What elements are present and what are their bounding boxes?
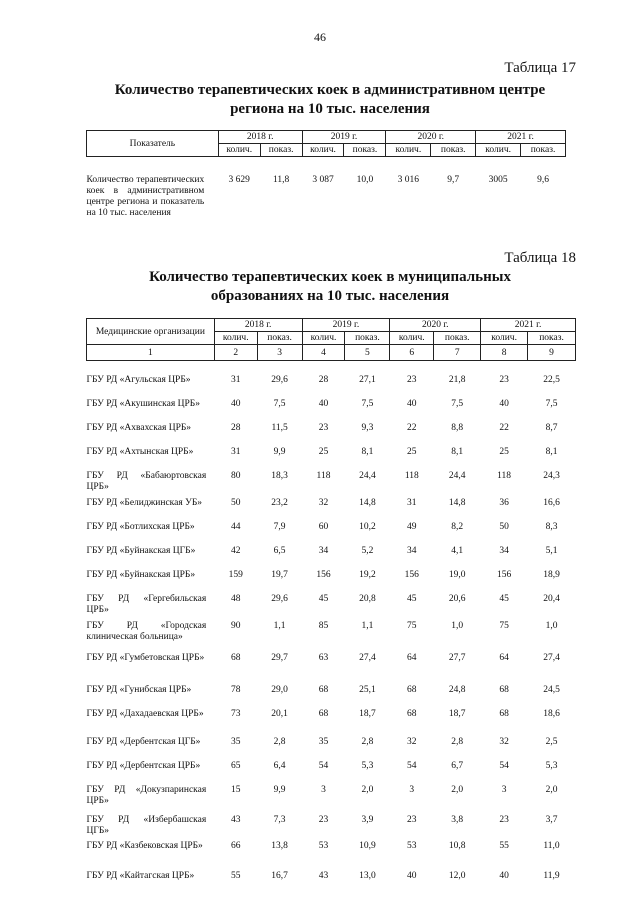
- t18-cell: 68: [407, 685, 417, 695]
- t18-cell: 24,8: [448, 685, 466, 695]
- t18-cell: 27,1: [359, 375, 376, 385]
- t18-cell: 28: [318, 375, 329, 385]
- t18-cell: 31: [230, 447, 241, 457]
- t18-cell: 53: [407, 841, 417, 851]
- t18-header-year: 2021 г.: [481, 319, 576, 332]
- table-row: [87, 522, 576, 546]
- t17-header-sub: показ.: [260, 144, 302, 157]
- t18-cell: 6,7: [451, 761, 464, 771]
- table-row: [87, 546, 576, 570]
- t18-cell: 3: [409, 785, 415, 795]
- t18-cell: 6,4: [273, 761, 286, 771]
- t18-cell: 5,2: [361, 546, 374, 556]
- table-row: [87, 423, 576, 447]
- table-row: [87, 815, 576, 841]
- t18-cell: 3,8: [451, 815, 464, 825]
- table-17: [86, 130, 566, 219]
- t17-row-label: Количество терапевтических коек в административном центре региона и показатель на 10 тыс. населения: [86, 175, 205, 218]
- t18-cell: 11,5: [271, 423, 288, 433]
- t18-cell: 64: [407, 653, 417, 663]
- t18-header-sub: показ.: [257, 332, 302, 345]
- table-row: [87, 594, 576, 621]
- table-17-title: [60, 81, 600, 119]
- t18-cell: 31: [230, 375, 241, 385]
- table-row: [87, 570, 576, 594]
- t18-col-number: 6: [390, 345, 434, 361]
- t18-cell: 68: [407, 709, 417, 719]
- t18-cell: 118: [497, 471, 512, 481]
- t18-cell: 7,3: [273, 815, 286, 825]
- t18-cell: 16,6: [543, 498, 560, 508]
- table-row: [87, 709, 576, 737]
- t18-cell: 68: [499, 709, 509, 719]
- t18-cell: 23: [318, 423, 329, 433]
- t18-org-name: ГБУ РД «Дербентская ЦГБ»: [86, 737, 201, 747]
- t18-cell: 27,4: [543, 653, 560, 663]
- t18-cell: 85: [318, 621, 329, 631]
- t18-cell: 2,0: [361, 785, 374, 795]
- t18-cell: 11,0: [543, 841, 560, 851]
- t18-cell: 13,8: [271, 841, 288, 851]
- t18-cell: 23: [407, 815, 417, 825]
- t18-cell: 7,5: [545, 399, 558, 409]
- t18-cell: 20,1: [271, 709, 288, 719]
- t18-header-sub: колич.: [390, 332, 434, 345]
- t18-cell: 68: [318, 709, 329, 719]
- t18-cell: 9,9: [273, 447, 286, 457]
- t18-cell: 75: [407, 621, 417, 631]
- t18-org-name: ГБУ РД «Гумбетовская ЦРБ»: [86, 653, 205, 663]
- t17-header-sub: показ.: [344, 144, 386, 157]
- t18-cell: 16,7: [271, 871, 288, 881]
- t17-cell: 11,8: [272, 175, 290, 185]
- t18-cell: 3: [501, 785, 507, 795]
- t18-cell: 5,3: [545, 761, 558, 771]
- t18-cell: 159: [228, 570, 243, 580]
- t17-header-sub: колич.: [476, 144, 521, 157]
- t18-cell: 31: [407, 498, 417, 508]
- t18-cell: 10,8: [448, 841, 466, 851]
- t17-cell: 3 016: [397, 175, 420, 185]
- t18-cell: 156: [404, 570, 419, 580]
- t18-header-year: 2020 г.: [390, 319, 481, 332]
- t18-cell: 8,2: [451, 522, 464, 532]
- t18-cell: 5,1: [545, 546, 558, 556]
- t18-cell: 20,6: [448, 594, 466, 604]
- t18-cell: 29,0: [271, 685, 288, 695]
- t18-cell: 40: [230, 399, 241, 409]
- t18-cell: 68: [318, 685, 329, 695]
- table-row: [87, 399, 576, 423]
- t18-org-name: ГБУ РД «Акушинская ЦРБ»: [86, 399, 200, 409]
- table-18-title-line1: Количество терапевтических коек в муниципальных: [149, 269, 511, 285]
- t18-cell: 49: [407, 522, 417, 532]
- t18-cell: 66: [230, 841, 241, 851]
- t18-cell: 32: [499, 737, 509, 747]
- t18-col-number: 4: [302, 345, 345, 361]
- t18-cell: 4,1: [451, 546, 464, 556]
- t18-cell: 27,4: [359, 653, 376, 663]
- t18-cell: 44: [230, 522, 241, 532]
- t18-cell: 3,7: [545, 815, 558, 825]
- t18-cell: 9,3: [361, 423, 374, 433]
- t18-org-name: ГБУ РД «Гунибская ЦРБ»: [86, 685, 192, 695]
- t18-header-sub: колич.: [481, 332, 528, 345]
- t18-cell: 29,6: [271, 594, 288, 604]
- t17-header-indicator: Показатель: [87, 131, 219, 157]
- t18-cell: 2,5: [545, 737, 558, 747]
- t17-cell: 9,7: [447, 175, 460, 185]
- t18-cell: 40: [407, 399, 417, 409]
- t18-org-name: ГБУ РД «Казбековская ЦРБ»: [86, 841, 203, 851]
- table-18-label: Таблица 18: [504, 250, 576, 266]
- t18-cell: 54: [499, 761, 509, 771]
- t18-cell: 55: [499, 841, 509, 851]
- t18-org-name: ГБУ РД «Докузпаринская ЦРБ»: [86, 785, 207, 806]
- t18-cell: 8,1: [451, 447, 464, 457]
- t18-cell: 60: [318, 522, 329, 532]
- t18-cell: 19,7: [271, 570, 288, 580]
- t18-cell: 68: [499, 685, 509, 695]
- table-18-title: [60, 268, 600, 306]
- t18-cell: 18,9: [543, 570, 560, 580]
- t18-cell: 42: [230, 546, 241, 556]
- t18-cell: 18,7: [448, 709, 466, 719]
- t17-cell: 3 087: [312, 175, 334, 185]
- t18-cell: 54: [318, 761, 329, 771]
- table-row: [87, 498, 576, 522]
- t18-cell: 24,3: [543, 471, 560, 481]
- table-row: [87, 471, 576, 498]
- t18-col-number: 1: [87, 345, 215, 361]
- t18-header-sub: показ.: [528, 332, 576, 345]
- t18-col-number: 2: [214, 345, 257, 361]
- t18-cell: 5,3: [361, 761, 374, 771]
- t18-org-name: ГБУ РД «Ахвахская ЦРБ»: [86, 423, 192, 433]
- table-row: [87, 621, 576, 653]
- t18-col-number: 3: [257, 345, 302, 361]
- t18-cell: 2,8: [361, 737, 374, 747]
- t18-org-name: ГБУ РД «Ботлихская ЦРБ»: [86, 522, 195, 532]
- t18-cell: 19,0: [448, 570, 466, 580]
- t18-cell: 2,0: [545, 785, 558, 795]
- t18-cell: 15: [230, 785, 241, 795]
- table-row: [87, 653, 576, 685]
- t18-cell: 78: [230, 685, 241, 695]
- t18-cell: 3,9: [361, 815, 374, 825]
- t18-cell: 7,5: [273, 399, 286, 409]
- t18-col-number: 7: [434, 345, 481, 361]
- t18-cell: 20,8: [359, 594, 376, 604]
- t18-cell: 65: [230, 761, 241, 771]
- t18-cell: 1,1: [361, 621, 374, 631]
- t18-cell: 53: [318, 841, 329, 851]
- t18-cell: 50: [230, 498, 241, 508]
- t18-header-sub: показ.: [434, 332, 481, 345]
- t18-org-name: ГБУ РД «Ахтынская ЦРБ»: [86, 447, 194, 457]
- t18-cell: 21,8: [448, 375, 466, 385]
- t18-header-year: 2019 г.: [302, 319, 390, 332]
- t18-cell: 22,5: [543, 375, 560, 385]
- t18-cell: 8,8: [451, 423, 464, 433]
- t18-header-sub: показ.: [345, 332, 390, 345]
- t18-cell: 64: [499, 653, 509, 663]
- table-row: [87, 685, 576, 709]
- t18-cell: 12,0: [448, 871, 466, 881]
- t18-cell: 1,0: [545, 621, 558, 631]
- t18-cell: 2,8: [451, 737, 464, 747]
- t18-org-name: ГБУ РД «Агульская ЦРБ»: [86, 375, 191, 385]
- table-row: [87, 761, 576, 785]
- t18-cell: 2,8: [273, 737, 286, 747]
- t18-cell: 23: [318, 815, 329, 825]
- t18-cell: 24,4: [359, 471, 376, 481]
- t18-cell: 75: [499, 621, 509, 631]
- t18-cell: 43: [318, 871, 329, 881]
- t18-cell: 55: [230, 871, 241, 881]
- t18-org-name: ГБУ РД «Гергебильская ЦРБ»: [86, 594, 207, 615]
- t17-cell: 3005: [488, 175, 508, 185]
- t18-cell: 34: [318, 546, 329, 556]
- t18-cell: 45: [318, 594, 329, 604]
- t18-cell: 18,6: [543, 709, 560, 719]
- t18-cell: 24,4: [448, 471, 466, 481]
- t18-header-sub: колич.: [214, 332, 257, 345]
- table-row: [87, 163, 566, 219]
- t17-cell: 9,6: [537, 175, 549, 185]
- t18-cell: 48: [230, 594, 241, 604]
- t18-cell: 8,3: [545, 522, 558, 532]
- table-17-label: Таблица 17: [504, 60, 576, 76]
- t18-cell: 90: [230, 621, 241, 631]
- t18-cell: 68: [230, 653, 241, 663]
- t18-cell: 1,1: [273, 621, 286, 631]
- t18-cell: 8,1: [545, 447, 558, 457]
- t17-header-year: 2019 г.: [302, 131, 386, 144]
- t18-cell: 14,8: [359, 498, 376, 508]
- t18-cell: 35: [318, 737, 329, 747]
- table-17-title-line1: Количество терапевтических коек в административном центре: [114, 82, 546, 98]
- t18-cell: 45: [407, 594, 417, 604]
- t18-cell: 13,0: [359, 871, 376, 881]
- t18-cell: 29,6: [271, 375, 288, 385]
- t18-cell: 23: [499, 815, 509, 825]
- t18-cell: 25: [407, 447, 417, 457]
- t17-header-sub: показ.: [431, 144, 476, 157]
- t18-cell: 36: [499, 498, 509, 508]
- t17-header-year: 2020 г.: [386, 131, 476, 144]
- t18-cell: 40: [499, 871, 509, 881]
- t18-cell: 22: [499, 423, 509, 433]
- t18-cell: 43: [230, 815, 241, 825]
- t18-cell: 29,7: [271, 653, 288, 663]
- t18-cell: 118: [404, 471, 419, 481]
- table-17-title-line2: региона на 10 тыс. населения: [230, 101, 430, 117]
- t18-cell: 23,2: [271, 498, 288, 508]
- t18-org-name: ГБУ РД «Буйнакская ЦГБ»: [86, 546, 196, 556]
- t18-header-year: 2018 г.: [214, 319, 302, 332]
- t17-header-sub: показ.: [521, 144, 566, 157]
- table-row: [87, 785, 576, 815]
- page-number: 46: [314, 30, 326, 44]
- t18-cell: 10,2: [359, 522, 376, 532]
- t18-cell: 14,8: [448, 498, 466, 508]
- t18-header-sub: колич.: [302, 332, 345, 345]
- t18-col-number: 9: [528, 345, 576, 361]
- t18-cell: 25,1: [359, 685, 376, 695]
- t18-cell: 9,9: [273, 785, 286, 795]
- t18-org-name: ГБУ РД «Городская клиническая больница»: [86, 621, 207, 642]
- t18-cell: 32: [407, 737, 417, 747]
- t18-cell: 54: [407, 761, 417, 771]
- t18-cell: 7,5: [451, 399, 464, 409]
- t18-cell: 80: [230, 471, 241, 481]
- t18-cell: 23: [499, 375, 509, 385]
- t18-cell: 23: [407, 375, 417, 385]
- t18-cell: 73: [230, 709, 241, 719]
- t18-cell: 22: [407, 423, 417, 433]
- t18-cell: 1,0: [451, 621, 464, 631]
- table-row: [87, 871, 576, 895]
- t18-cell: 28: [230, 423, 241, 433]
- t18-cell: 18,3: [271, 471, 288, 481]
- t18-cell: 40: [407, 871, 417, 881]
- t18-cell: 25: [318, 447, 329, 457]
- t18-cell: 25: [499, 447, 509, 457]
- t18-cell: 20,4: [543, 594, 560, 604]
- t18-cell: 2,0: [451, 785, 464, 795]
- t18-header-org: Медицинские организации: [87, 319, 215, 345]
- t18-cell: 24,5: [543, 685, 560, 695]
- table-row: [87, 375, 576, 399]
- t18-cell: 156: [316, 570, 331, 580]
- t17-cell: 3 629: [228, 175, 250, 185]
- t17-header-sub: колич.: [302, 144, 344, 157]
- t18-col-number: 5: [345, 345, 390, 361]
- t18-cell: 63: [318, 653, 329, 663]
- t18-cell: 45: [499, 594, 509, 604]
- t18-cell: 27,7: [448, 653, 466, 663]
- t18-org-name: ГБУ РД «Избербашская ЦГБ»: [86, 815, 207, 836]
- t18-org-name: ГБУ РД «Дербентская ЦРБ»: [86, 761, 201, 771]
- t18-cell: 40: [318, 399, 329, 409]
- t18-cell: 35: [230, 737, 241, 747]
- t18-cell: 8,1: [361, 447, 374, 457]
- table-row: [87, 737, 576, 761]
- t18-cell: 6,5: [273, 546, 286, 556]
- table-row: [87, 447, 576, 471]
- table-18-title-line2: образованиях на 10 тыс. населения: [210, 288, 450, 304]
- table-row: [87, 841, 576, 871]
- t18-cell: 34: [499, 546, 509, 556]
- t18-org-name: ГБУ РД «Бабаюртовская ЦРБ»: [86, 471, 207, 492]
- t18-cell: 7,9: [273, 522, 286, 532]
- t18-org-name: ГБУ РД «Кайтагская ЦРБ»: [86, 871, 195, 881]
- t17-header-sub: колич.: [218, 144, 260, 157]
- t17-header-sub: колич.: [386, 144, 431, 157]
- t18-cell: 156: [496, 570, 512, 580]
- t18-cell: 19,2: [359, 570, 376, 580]
- t18-col-number: 8: [481, 345, 528, 361]
- t18-cell: 34: [407, 546, 417, 556]
- t18-cell: 40: [499, 399, 509, 409]
- t17-cell: 10,0: [356, 175, 374, 185]
- t18-cell: 10,9: [359, 841, 376, 851]
- t18-org-name: ГБУ РД «Буйнакская ЦРБ»: [86, 570, 196, 580]
- t18-cell: 50: [499, 522, 509, 532]
- t18-cell: 18,7: [359, 709, 376, 719]
- t18-cell: 32: [318, 498, 329, 508]
- t18-cell: 8,7: [545, 423, 558, 433]
- t18-org-name: ГБУ РД «Белиджинская УБ»: [86, 498, 203, 508]
- t18-cell: 118: [316, 471, 331, 481]
- table-18: [86, 318, 576, 895]
- t17-header-year: 2021 г.: [476, 131, 566, 144]
- t18-org-name: ГБУ РД «Дахадаевская ЦРБ»: [86, 709, 204, 719]
- t17-header-year: 2018 г.: [218, 131, 302, 144]
- t18-cell: 7,5: [361, 399, 374, 409]
- t18-cell: 3: [321, 785, 326, 795]
- t18-cell: 11,9: [543, 871, 560, 881]
